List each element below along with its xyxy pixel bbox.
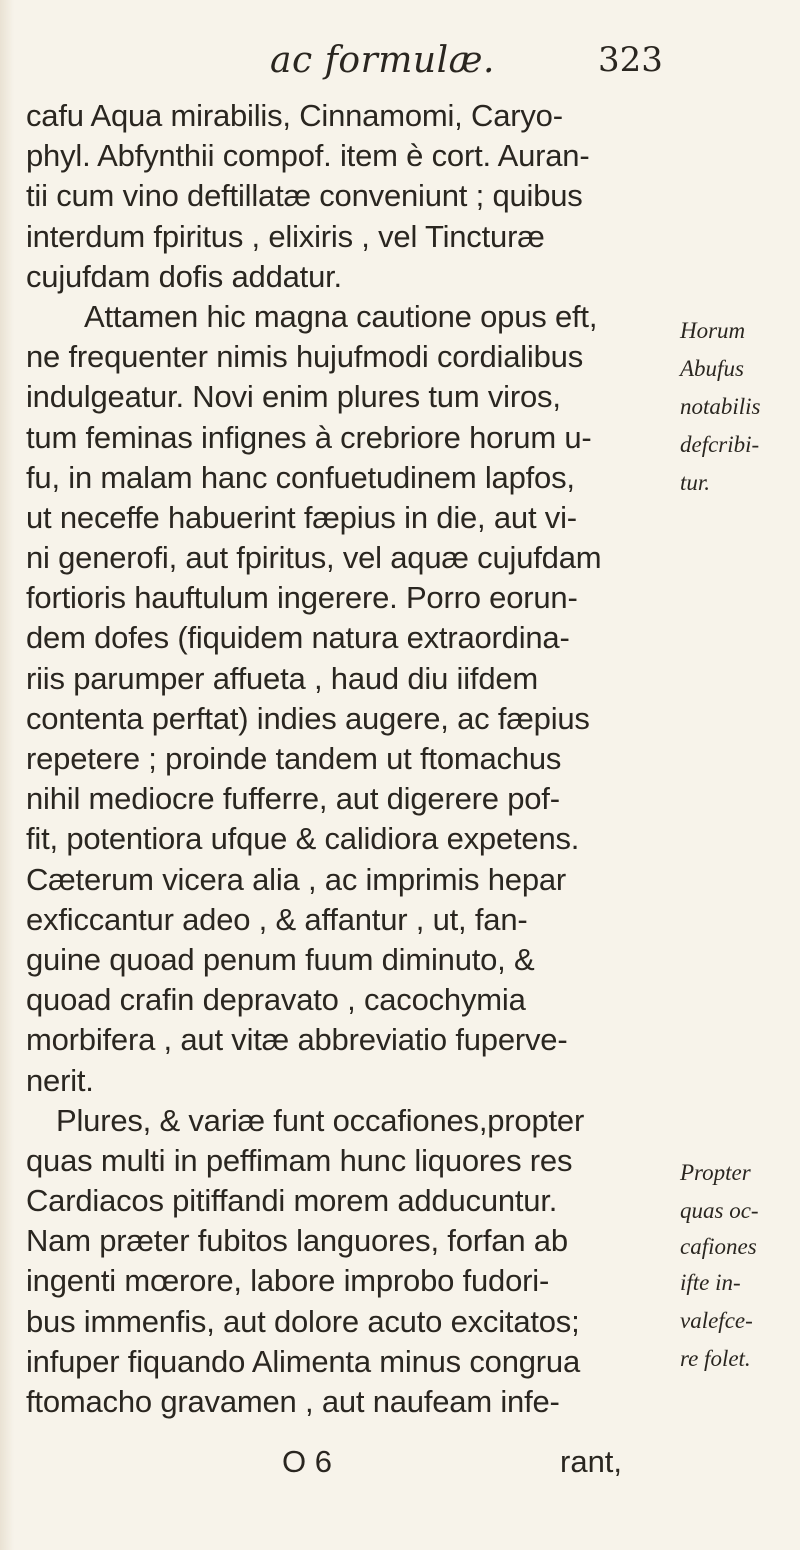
margin-note-line: valefce-: [680, 1308, 753, 1333]
text-line: cafu Aqua mirabilis, Cinnamomi, Caryo-: [26, 98, 563, 133]
footer-catchline: [0, 1444, 800, 1484]
text-line: ne frequenter nimis hujufmodi cordialibus: [26, 339, 583, 375]
text-line: riis parumper affueta , haud diu iifdem: [26, 660, 539, 696]
margin-note-line: notabilis: [680, 394, 761, 419]
text-line: bus immenfis, aut dolore acuto excitatos;: [26, 1303, 580, 1339]
text-line: ni generofi, aut fpiritus, vel aquæ cujufdam: [26, 540, 602, 576]
running-title: ac formulæ.: [270, 40, 495, 81]
margin-note-line: re folet.: [680, 1346, 751, 1371]
text-line: contenta perftat) indies augere, ac fæpius: [26, 700, 590, 736]
text-line: quoad crafin depravato , cacochymia: [26, 982, 526, 1018]
signature-mark: O 6: [282, 1444, 332, 1479]
text-line: tii cum vino deftillatæ conveniunt ; quibus: [26, 178, 583, 214]
text-line: Plures, & variæ funt occafiones,propter: [56, 1102, 585, 1138]
text-line: ingenti mœrore, labore improbo fudori-: [26, 1263, 550, 1299]
margin-note-line: cafiones: [680, 1234, 757, 1259]
text-line: nerit.: [26, 1062, 94, 1098]
text-line: repetere ; proinde tandem ut ftomachus: [26, 741, 562, 776]
text-line: phyl. Abfynthii compof. item è cort. Auran-: [26, 138, 590, 174]
page-gutter-shadow: [0, 0, 14, 1550]
text-line: exficcantur adeo , & affantur , ut, fan-: [26, 901, 528, 937]
text-line: Nam præter fubitos languores, forfan ab: [26, 1223, 568, 1259]
page-number: 323: [598, 40, 663, 80]
text-line: infuper fiquando Alimenta minus congrua: [26, 1343, 580, 1379]
margin-note-line: tur.: [680, 470, 711, 495]
margin-note-line: Horum: [680, 318, 746, 343]
running-head: [0, 40, 800, 80]
text-line: quas multi in peffimam hunc liquores res: [26, 1142, 573, 1178]
text-line: dem dofes (fiquidem natura extraordina-: [26, 620, 570, 656]
text-line: guine quoad penum fuum diminuto, &: [26, 941, 535, 977]
text-line: ut neceffe habuerint fæpius in die, aut vi-: [26, 499, 577, 535]
margin-note-line: defcribi-: [680, 432, 760, 457]
text-line: interdum fpiritus , elixiris , vel Tincturæ: [26, 218, 545, 254]
text-line: Attamen hic magna cautione opus eft,: [84, 298, 598, 334]
text-line: cujufdam dofis addatur.: [26, 258, 342, 294]
text-line: fu, in malam hanc confuetudinem lapfos,: [26, 459, 575, 495]
margin-note-line: quas oc-: [680, 1198, 759, 1223]
text-line: fortioris hauftulum ingerere. Porro eorun-: [26, 580, 578, 616]
text-line: indulgeatur. Novi enim plures tum viros,: [26, 379, 561, 415]
text-line: ftomacho gravamen , aut naufeam infe-: [26, 1384, 560, 1419]
margin-note-line: Abufus: [680, 356, 744, 381]
margin-note-line: ifte in-: [680, 1270, 741, 1295]
text-line: nihil mediocre fufferre, aut digerere pof-: [26, 781, 560, 817]
text-line: Cæterum vicera alia , ac imprimis hepar: [26, 861, 567, 897]
text-line: Cardiacos pitiffandi morem adducuntur.: [26, 1183, 558, 1219]
text-line: tum feminas infignes à crebriore horum u-: [26, 419, 592, 455]
body-text: [26, 96, 666, 1422]
text-line: fit, potentiora ufque & calidiora expetens.: [26, 821, 580, 857]
text-line: morbifera , aut vitæ abbreviatio fuperve-: [26, 1022, 568, 1058]
catchword: rant,: [560, 1444, 623, 1479]
margin-note-line: Propter: [680, 1160, 751, 1185]
